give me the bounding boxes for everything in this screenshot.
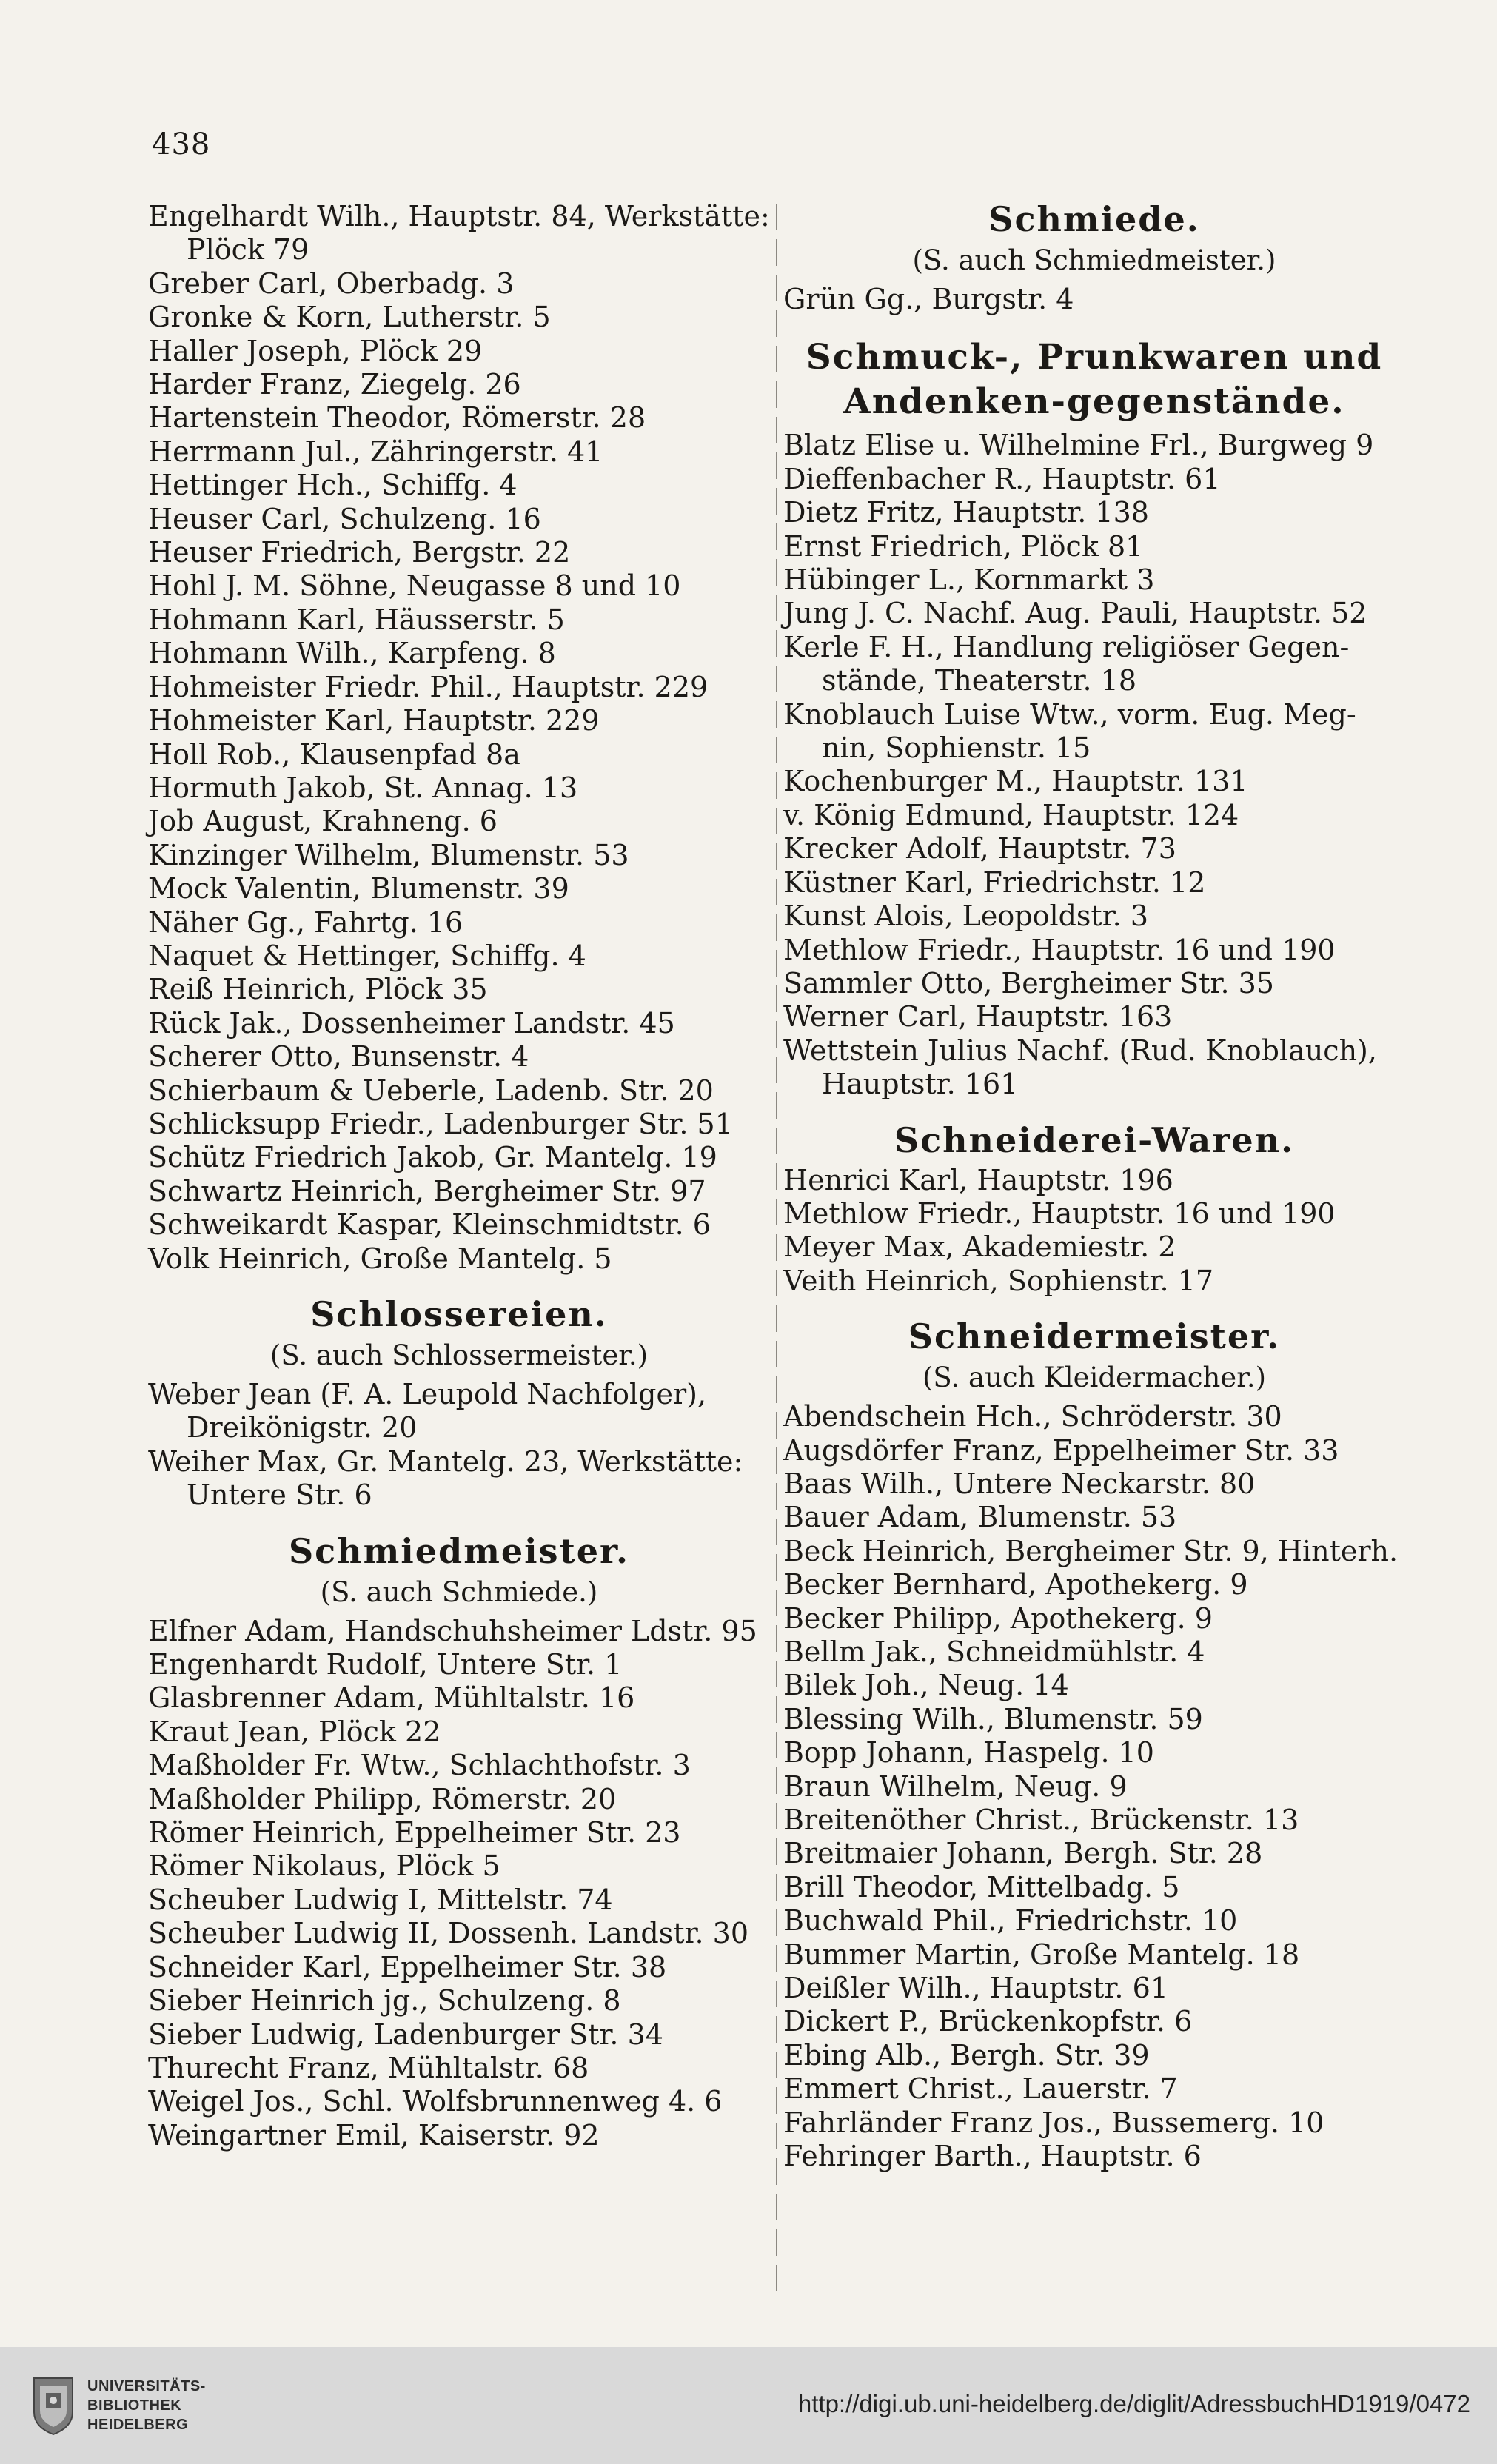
- directory-entry: Römer Heinrich, Eppelheimer Str. 23: [148, 1816, 681, 1849]
- directory-entry: Weber Jean (F. A. Leupold Nachfolger),: [148, 1378, 707, 1410]
- directory-entry: Kunst Alois, Leopoldstr. 3: [783, 900, 1149, 933]
- right-column: [783, 200, 1405, 2174]
- directory-entry: Naquet & Hettinger, Schiffg. 4: [148, 939, 586, 972]
- section-heading: Schneidermeister.: [908, 1316, 1281, 1357]
- cross-reference-note: (S. auch Schmiede.): [320, 1576, 598, 1608]
- directory-entry: Weigel Jos., Schl. Wolfsbrunnenweg 4. 6: [148, 2085, 723, 2118]
- library-name-line-3: HEIDELBERG: [87, 2417, 189, 2433]
- directory-entry: Knoblauch Luise Wtw., vorm. Eug. Meg-: [783, 697, 1356, 731]
- directory-entry: Hormuth Jakob, St. Annag. 13: [148, 771, 578, 804]
- directory-entry: Beck Heinrich, Bergheimer Str. 9, Hinterh.: [783, 1534, 1399, 1567]
- directory-entry: Hohmann Wilh., Karpfeng. 8: [148, 637, 556, 670]
- directory-entry: Fahrländer Franz Jos., Bussemerg. 10: [783, 2106, 1324, 2139]
- directory-entry: Krecker Adolf, Hauptstr. 73: [783, 832, 1176, 866]
- page-number: 438: [152, 127, 211, 161]
- directory-entry: Reiß Heinrich, Plöck 35: [148, 973, 488, 1006]
- directory-entry: Maßholder Philipp, Römerstr. 20: [148, 1782, 617, 1815]
- directory-entry: v. König Edmund, Hauptstr. 124: [783, 798, 1239, 831]
- directory-entry: Hohmann Karl, Häusserstr. 5: [148, 603, 565, 636]
- directory-entry: Maßholder Fr. Wtw., Schlachthofstr. 3: [148, 1749, 691, 1782]
- directory-entry: Schlicksupp Friedr., Ladenburger Str. 51: [148, 1107, 733, 1140]
- library-name-line-1: UNIVERSITÄTS-: [87, 2378, 206, 2394]
- entry-continuation: Plöck 79: [187, 233, 309, 267]
- directory-entry: Jung J. C. Nachf. Aug. Pauli, Hauptstr. 52: [783, 597, 1367, 630]
- cross-reference-note: (S. auch Kleidermacher.): [922, 1362, 1267, 1394]
- directory-entry: Abendschein Hch., Schröderstr. 30: [783, 1400, 1282, 1433]
- directory-entry: Meyer Max, Akademiestr. 2: [783, 1231, 1176, 1264]
- directory-entry: Bauer Adam, Blumenstr. 53: [783, 1501, 1177, 1534]
- entry-continuation: Untere Str. 6: [187, 1479, 372, 1512]
- directory-entry: Hettinger Hch., Schiffg. 4: [148, 469, 518, 502]
- directory-entry: Harder Franz, Ziegelg. 26: [148, 368, 521, 401]
- section-heading: Schlossereien.: [310, 1294, 608, 1334]
- directory-entry: Emmert Christ., Lauerstr. 7: [783, 2072, 1178, 2106]
- directory-entry: Breitenöther Christ., Brückenstr. 13: [783, 1804, 1299, 1837]
- directory-entry: Scherer Otto, Bunsenstr. 4: [148, 1040, 529, 1074]
- directory-entry: Scheuber Ludwig II, Dossenh. Landstr. 30: [148, 1917, 749, 1950]
- footer-bar: [0, 2347, 1497, 2464]
- entry-continuation: Hauptstr. 161: [822, 1068, 1019, 1101]
- directory-entry: Braun Wilhelm, Neug. 9: [783, 1770, 1128, 1803]
- directory-entry: Mock Valentin, Blumenstr. 39: [148, 872, 569, 905]
- directory-entry: Küstner Karl, Friedrichstr. 12: [783, 866, 1206, 899]
- directory-entry: Ebing Alb., Bergh. Str. 39: [783, 2038, 1150, 2072]
- directory-entry: Schwartz Heinrich, Bergheimer Str. 97: [148, 1174, 706, 1208]
- directory-entry: Ernst Friedrich, Plöck 81: [783, 529, 1144, 563]
- directory-entry: Rück Jak., Dossenheimer Landstr. 45: [148, 1006, 675, 1040]
- directory-entry: Glasbrenner Adam, Mühltalstr. 16: [148, 1681, 635, 1715]
- directory-entry: Becker Philipp, Apothekerg. 9: [783, 1601, 1213, 1635]
- directory-entry: Engelhardt Wilh., Hauptstr. 84, Werkstätte:: [148, 200, 770, 232]
- directory-entry: Kraut Jean, Plöck 22: [148, 1715, 441, 1748]
- directory-entry: Kerle F. H., Handlung religiöser Gegen-: [783, 630, 1350, 663]
- entry-continuation: Dreikönigstr. 20: [187, 1411, 418, 1444]
- directory-entry: Schütz Friedrich Jakob, Gr. Mantelg. 19: [148, 1141, 717, 1174]
- directory-entry: Dickert P., Brückenkopfstr. 6: [783, 2005, 1193, 2038]
- section-heading: Schmiedmeister.: [288, 1530, 630, 1571]
- directory-entry: Römer Nikolaus, Plöck 5: [148, 1849, 500, 1883]
- directory-entry: Becker Bernhard, Apothekerg. 9: [783, 1568, 1248, 1601]
- directory-entry: Hohl J. M. Söhne, Neugasse 8 und 10: [148, 569, 681, 603]
- library-name: [87, 2377, 206, 2434]
- directory-entry: Volk Heinrich, Große Mantelg. 5: [148, 1242, 612, 1275]
- library-name-line-2: BIBLIOTHEK: [87, 2397, 182, 2414]
- directory-entry: Hohmeister Friedr. Phil., Hauptstr. 229: [148, 670, 709, 703]
- directory-entry: Bellm Jak., Schneidmühlstr. 4: [783, 1636, 1205, 1668]
- directory-entry: Bummer Martin, Große Mantelg. 18: [783, 1938, 1300, 1971]
- directory-entry: Henrici Karl, Hauptstr. 196: [783, 1163, 1173, 1196]
- directory-entry: Bilek Joh., Neug. 14: [783, 1669, 1069, 1702]
- directory-entry: Baas Wilh., Untere Neckarstr. 80: [783, 1467, 1256, 1500]
- directory-entry: Herrmann Jul., Zähringerstr. 41: [148, 435, 603, 468]
- directory-entry: Hohmeister Karl, Hauptstr. 229: [148, 704, 600, 737]
- source-url[interactable]: http://digi.ub.uni-heidelberg.de/diglit/AdressbuchHD1919/0472: [797, 2390, 1470, 2417]
- directory-entry: Heuser Friedrich, Bergstr. 22: [148, 536, 571, 569]
- directory-entry: Näher Gg., Fahrtg. 16: [148, 905, 463, 939]
- directory-entry: Schneider Karl, Eppelheimer Str. 38: [148, 1950, 667, 1983]
- directory-entry: Blatz Elise u. Wilhelmine Frl., Burgweg 9: [783, 429, 1374, 462]
- cross-reference-note: (S. auch Schmiedmeister.): [912, 244, 1276, 276]
- directory-entry: Job August, Krahneng. 6: [148, 805, 498, 838]
- directory-entry: Dieffenbacher R., Hauptstr. 61: [783, 462, 1221, 495]
- directory-entry: Methlow Friedr., Hauptstr. 16 und 190: [783, 933, 1336, 966]
- directory-entry: Blessing Wilh., Blumenstr. 59: [783, 1702, 1203, 1735]
- directory-entry: Breitmaier Johann, Bergh. Str. 28: [783, 1837, 1263, 1870]
- directory-entry: Sieber Ludwig, Ladenburger Str. 34: [148, 2018, 663, 2051]
- directory-entry: Kochenburger M., Hauptstr. 131: [783, 765, 1248, 798]
- directory-entry: Engenhardt Rudolf, Untere Str. 1: [148, 1648, 623, 1681]
- directory-entry: Greber Carl, Oberbadg. 3: [148, 267, 515, 300]
- left-column: [148, 200, 770, 2152]
- directory-entry: Thurecht Franz, Mühltalstr. 68: [148, 2051, 589, 2084]
- directory-entry: Gronke & Korn, Lutherstr. 5: [148, 301, 551, 334]
- directory-entry: Wettstein Julius Nachf. (Rud. Knoblauch),: [783, 1034, 1377, 1067]
- directory-entry: Grün Gg., Burgstr. 4: [783, 283, 1074, 315]
- directory-entry: Hübinger L., Kornmarkt 3: [783, 563, 1155, 597]
- directory-entry: Haller Joseph, Plöck 29: [148, 334, 483, 367]
- directory-entry: Holl Rob., Klausenpfad 8a: [148, 737, 520, 771]
- directory-entry: Scheuber Ludwig I, Mittelstr. 74: [148, 1883, 613, 1916]
- directory-entry: Weiher Max, Gr. Mantelg. 23, Werkstätte:: [148, 1444, 743, 1478]
- directory-entry: Methlow Friedr., Hauptstr. 16 und 190: [783, 1196, 1336, 1230]
- directory-entry: Deißler Wilh., Hauptstr. 61: [783, 1972, 1168, 2005]
- directory-entry: Kinzinger Wilhelm, Blumenstr. 53: [148, 838, 629, 871]
- directory-entry: Elfner Adam, Handschuhsheimer Ldstr. 95: [148, 1614, 757, 1647]
- column-divider: [776, 204, 777, 2291]
- entry-continuation: nin, Sophienstr. 15: [822, 732, 1091, 765]
- directory-entry: Weingartner Emil, Kaiserstr. 92: [148, 2118, 600, 2152]
- directory-entry: Sammler Otto, Bergheimer Str. 35: [783, 966, 1274, 1000]
- section-heading: Schmuck-, Prunkwaren und Andenken-gegenstände.: [806, 337, 1383, 423]
- section-heading: Schneiderei-Waren.: [894, 1119, 1295, 1160]
- directory-entry: Heuser Carl, Schulzeng. 16: [148, 502, 541, 535]
- directory-entry: Schierbaum & Ueberle, Ladenb. Str. 20: [148, 1074, 714, 1107]
- directory-entry: Fehringer Barth., Hauptstr. 6: [783, 2140, 1202, 2173]
- directory-entry: Buchwald Phil., Friedrichstr. 10: [783, 1904, 1238, 1938]
- directory-entry: Schweikardt Kaspar, Kleinschmidtstr. 6: [148, 1208, 711, 1242]
- cross-reference-note: (S. auch Schlossermeister.): [269, 1339, 649, 1371]
- directory-entry: Bopp Johann, Haspelg. 10: [783, 1736, 1154, 1770]
- directory-entry: Werner Carl, Hauptstr. 163: [783, 1000, 1173, 1034]
- directory-entry: Brill Theodor, Mittelbadg. 5: [783, 1870, 1180, 1904]
- entry-continuation: stände, Theaterstr. 18: [822, 664, 1137, 697]
- section-heading: Schmiede.: [988, 199, 1200, 239]
- directory-entry: Dietz Fritz, Hauptstr. 138: [783, 496, 1149, 529]
- directory-entry: Augsdörfer Franz, Eppelheimer Str. 33: [783, 1433, 1339, 1467]
- directory-entry: Sieber Heinrich jg., Schulzeng. 8: [148, 1984, 621, 2018]
- directory-entry: Hartenstein Theodor, Römerstr. 28: [148, 401, 646, 435]
- directory-entry: Veith Heinrich, Sophienstr. 17: [783, 1264, 1214, 1297]
- university-seal-icon: [30, 2375, 77, 2436]
